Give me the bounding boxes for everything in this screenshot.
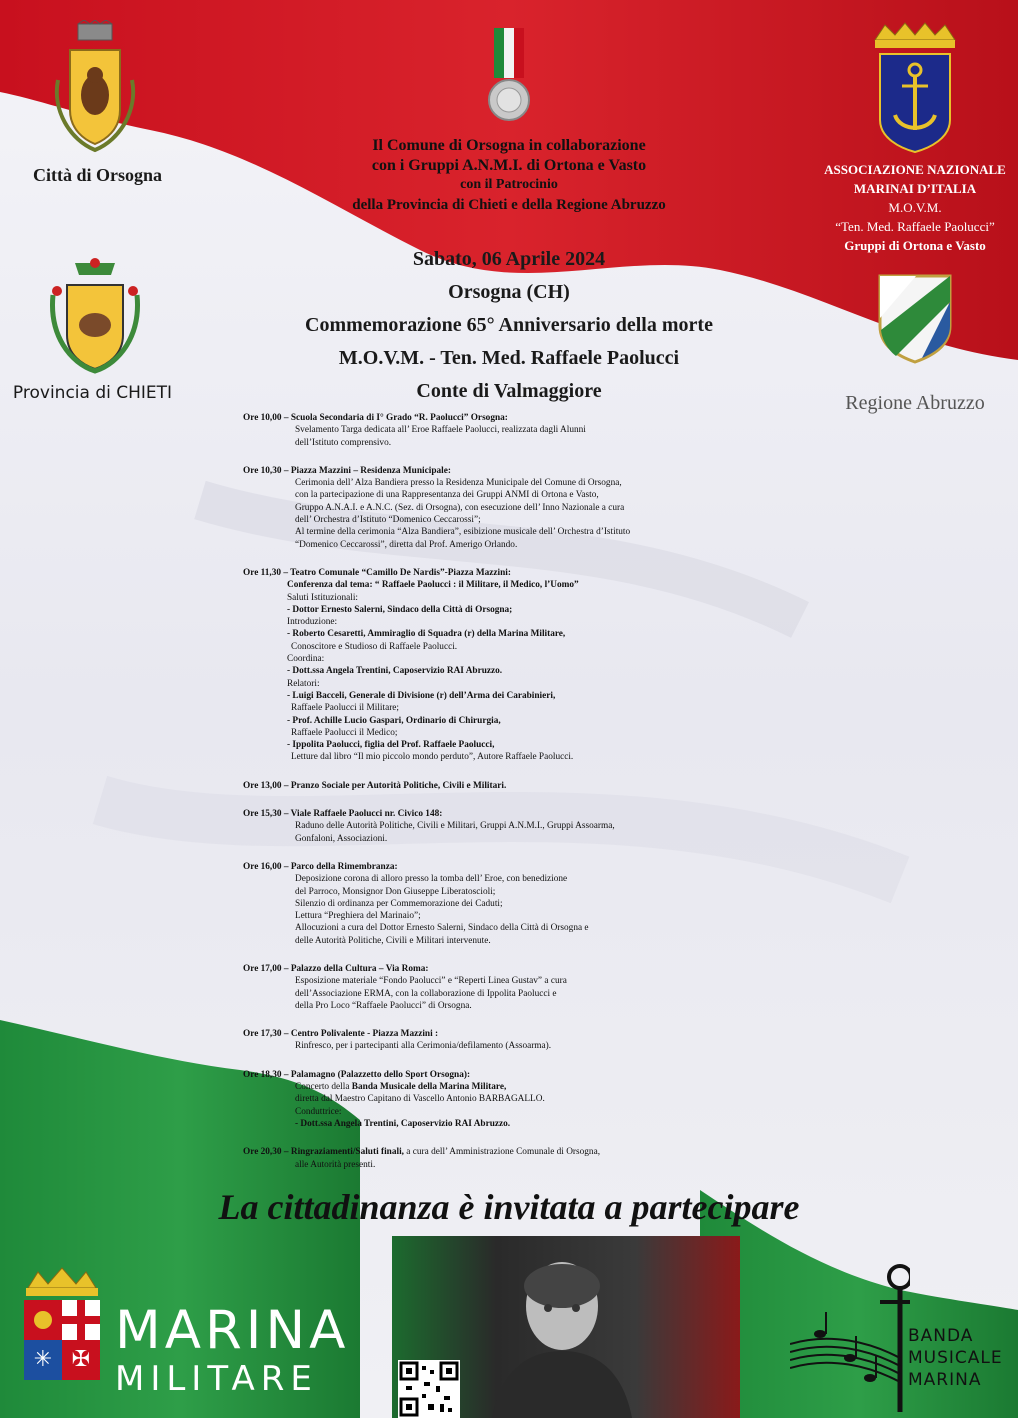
regione-abruzzo-shield-icon: [876, 272, 954, 364]
militare-word: MILITARE: [115, 1359, 318, 1399]
program-item-head: Ore 16,00 – Parco della Rimembranza:: [243, 861, 398, 872]
program-item-line: - Dott.ssa Angela Trentini, Caposervizio RAI Abruzzo.: [295, 1118, 511, 1129]
intro-line-3: con il Patrocinio: [460, 177, 558, 192]
program-item-line: Conduttrice:: [295, 1106, 342, 1117]
program-item-line: Saluti Istituzionali:: [287, 592, 359, 603]
program-item-head: Ore 15,30 – Viale Raffaele Paolucci nr. Civico 148:: [243, 809, 443, 820]
title-block: [220, 243, 798, 408]
program-item-line: Silenzio di ordinanza per Commemorazione dei Caduti;: [295, 898, 503, 909]
anmi-line-4: “Ten. Med. Raffaele Paolucci”: [835, 219, 995, 234]
event-place: Orsogna (CH): [448, 281, 570, 303]
invitation-text: La cittadinanza è invitata a partecipare: [218, 1187, 800, 1227]
intro-line-1: Il Comune di Orsogna in collaborazione: [372, 137, 646, 154]
program-item-head: Ore 17,30 – Centro Polivalente - Piazza Mazzini :: [243, 1029, 439, 1040]
marina-militare-wordmark: [115, 1300, 350, 1399]
program-item-line: alle Autorità presenti.: [295, 1159, 376, 1170]
program-item-line: Letture dal libro “Il mio piccolo mondo perduto”, Autore Raffaele Paolucci.: [291, 752, 574, 763]
intro-line-2: con i Gruppi A.N.M.I. di Ortona e Vasto: [371, 157, 647, 174]
banda-musicale-wordmark: [908, 1325, 1003, 1391]
program-item-line: [243, 1081, 743, 1093]
program-item-line: Al termine della cerimonia “Alza Bandiera”, esibizione musicale dell’ Orchestra d’Istituto: [295, 527, 631, 538]
anmi-line-3: M.O.V.M.: [888, 200, 942, 215]
program-item: [243, 780, 743, 792]
title-line-1: Commemorazione 65° Anniversario della morte: [305, 314, 713, 336]
program-item-head-bold: Ore 20,30 – Ringraziamenti/Saluti finali,: [243, 1147, 404, 1158]
program-item: [243, 1028, 743, 1053]
marina-word-2: MARINA: [908, 1370, 982, 1390]
anmi-line-1: ASSOCIAZIONE NAZIONALE: [824, 162, 1006, 177]
program-item-head: Ore 10,30 – Piazza Mazzini – Residenza Municipale:: [243, 465, 451, 476]
program-item-line: Raffaele Paolucci il Medico;: [291, 727, 398, 738]
program-item-head: Ore 18,30 – Palamagno (Palazzetto dello Sport Orsogna):: [243, 1069, 471, 1080]
program-item-line: Conferenza dal tema: “ Raffaele Paolucci : il Militare, il Medico, l’Uomo”: [287, 580, 579, 591]
svg-text:✳: ✳: [33, 1347, 53, 1372]
program-item: [243, 861, 743, 947]
musicale-word: MUSICALE: [908, 1348, 1003, 1368]
program-item-line: Allocuzioni a cura del Dottor Ernesto Salerni, Sindaco della Città di Orsogna e: [295, 923, 589, 934]
anmi-line-5: Gruppi di Ortona e Vasto: [844, 238, 986, 253]
program-item-line: Conoscitore e Studioso di Raffaele Paolucci.: [291, 641, 458, 652]
program-item-line: Gruppo A.N.A.I. e A.N.C. (Sez. di Orsogna), con esecuzione dell’ Inno Nazionale a cura: [295, 502, 625, 513]
orsogna-coat-of-arms-icon: [50, 20, 140, 160]
program-item-bold: Banda Musicale della Marina Militare,: [351, 1082, 507, 1093]
program-item-line: Coordina:: [287, 654, 325, 665]
program-item-head-tail: a cura dell’ Amministrazione Comunale di Orsogna,: [403, 1147, 601, 1158]
intro-line-4: della Provincia di Chieti e della Regione Abruzzo: [352, 197, 666, 213]
program-item-head: [243, 1146, 743, 1158]
title-line-2: M.O.V.M. - Ten. Med. Raffaele Paolucci: [338, 347, 680, 369]
qr-code-icon[interactable]: [398, 1360, 460, 1418]
program-item-line: delle Autorità Politiche, Civili e Militari intervenute.: [295, 935, 491, 946]
program-item-head: Ore 11,30 – Teatro Comunale “Camillo De Nardis”-Piazza Mazzini:: [243, 567, 511, 578]
marina-militare-emblem-icon: [18, 1266, 106, 1396]
program-item-text: Concerto della: [295, 1082, 352, 1093]
program-list: [243, 412, 743, 1187]
provincia-chieti-caption: Provincia di CHIETI: [12, 383, 173, 403]
program-item-line: “Domenico Ceccarossi”, diretta dal Prof. Amerigo Orlando.: [295, 539, 518, 550]
program-item-line: - Prof. Achille Lucio Gaspari, Ordinario di Chirurgia,: [287, 715, 501, 726]
program-item: [243, 1069, 743, 1130]
anmi-emblem-icon: [870, 20, 960, 160]
program-item-line: Gonfaloni, Associazioni.: [295, 833, 388, 844]
program-item-line: - Luigi Bacceli, Generale di Divisione (r) dell’Arma dei Carabinieri,: [287, 690, 556, 701]
banda-word: BANDA: [908, 1326, 974, 1346]
title-line-3: Conte di Valmaggiore: [416, 380, 602, 402]
program-item-head: Ore 17,00 – Palazzo della Cultura – Via Roma:: [243, 963, 429, 974]
program-item-line: Deposizione corona di alloro presso la tomba dell’ Eroe, con benedizione: [295, 874, 568, 885]
program-item-head: Ore 10,00 – Scuola Secondaria di I° Grado “R. Paolucci” Orsogna:: [243, 413, 508, 423]
program-item-line: della Pro Loco “Raffaele Paolucci” di Orsogna.: [295, 1000, 472, 1011]
program-item-line: Raffaele Paolucci il Militare;: [291, 703, 399, 714]
marina-word: MARINA: [115, 1300, 350, 1361]
program-item-line: - Dottor Ernesto Salerni, Sindaco della Città di Orsogna;: [287, 604, 513, 615]
chieti-coat-of-arms-icon: [45, 255, 145, 375]
program-item: [243, 465, 743, 551]
regione-abruzzo-caption: Regione Abruzzo: [845, 392, 985, 414]
event-date: Sabato, 06 Aprile 2024: [412, 248, 606, 270]
program-item-line: Rinfresco, per i partecipanti alla Cerimonia/defilamento (Assoarma).: [295, 1041, 552, 1052]
program-item-line: dell’Associazione ERMA, con la collaborazione di Ippolita Paolucci e: [295, 988, 557, 999]
citta-orsogna-caption: Città di Orsogna: [32, 165, 162, 185]
program-item-line: - Roberto Cesaretti, Ammiraglio di Squadra (r) della Marina Militare,: [287, 629, 566, 640]
anmi-line-2: MARINAI D’ITALIA: [853, 181, 977, 196]
intro-block: [250, 136, 768, 217]
program-item-line: Raduno delle Autorità Politiche, Civili e Militari, Gruppi A.N.M.I., Gruppi Assoarma,: [295, 821, 615, 832]
program-item-line: Svelamento Targa dedicata all’ Eroe Raffaele Paolucci, realizzata dagli Alunni: [295, 425, 586, 436]
program-item-line: Esposizione materiale “Fondo Paolucci” e “Reperti Linea Gustav” a cura: [295, 976, 567, 987]
svg-text:✠: ✠: [71, 1347, 91, 1372]
program-item: [243, 412, 743, 449]
program-item: [243, 567, 743, 764]
portrait-image: [462, 1246, 662, 1418]
program-item-line: Lettura “Preghiera del Marinaio”;: [295, 911, 421, 922]
banda-musicale-anchor-icon: [790, 1262, 910, 1412]
program-item-line: diretta dal Maestro Capitano di Vascello Antonio BARBAGALLO.: [295, 1094, 545, 1105]
program-item-head: Ore 13,00 – Pranzo Sociale per Autorità Politiche, Civili e Militari.: [243, 780, 507, 791]
program-item: [243, 963, 743, 1012]
program-item-line: - Dott.ssa Angela Trentini, Caposervizio RAI Abruzzo.: [287, 666, 503, 677]
program-item-line: dell’Istituto comprensivo.: [295, 437, 392, 448]
program-item-line: - Ippolita Paolucci, figlia del Prof. Raffaele Paolucci,: [287, 740, 495, 751]
anmi-caption: [790, 160, 1018, 255]
program-item-line: del Parroco, Monsignor Don Giuseppe Liberatoscioli;: [295, 886, 496, 897]
program-item-line: Introduzione:: [287, 617, 338, 628]
program-item-line: con la partecipazione di una Rappresentanza dei Gruppi ANMI di Ortona e Vasto,: [295, 490, 599, 501]
medal-icon: [484, 28, 534, 128]
program-item: [243, 1146, 743, 1171]
program-item-line: Relatori:: [287, 678, 320, 689]
program-item-line: Cerimonia dell’ Alza Bandiera presso la Residenza Municipale del Comune di Orsogna,: [295, 478, 622, 489]
program-item: [243, 808, 743, 845]
program-item-line: dell’ Orchestra d’Istituto “Domenico Ceccarossi”;: [295, 515, 481, 526]
